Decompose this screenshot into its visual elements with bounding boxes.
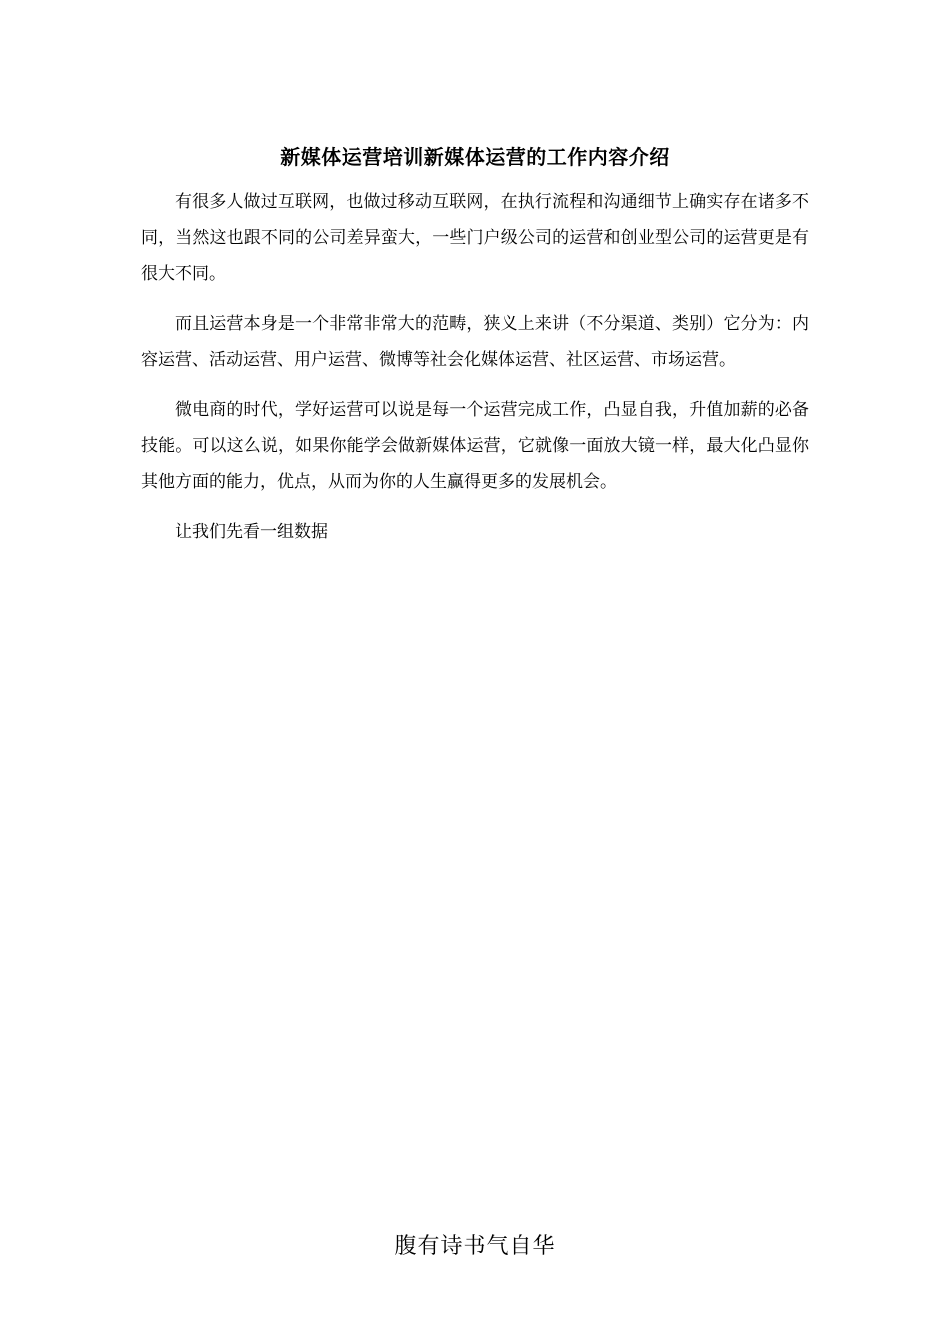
page-footer: 腹有诗书气自华 [394,1234,556,1259]
document-body [141,184,809,564]
paragraph-1: 有很多人做过互联网，也做过移动互联网，在执行流程和沟通细节上确实存在诸多不同，当然这也跟不同的公司差异蛮大，一些门户级公司的运营和创业型公司的运营更是有很大不同。 [141,192,809,284]
paragraph-4: 让我们先看一组数据 [175,522,328,542]
document-title: 新媒体运营培训新媒体运营的工作内容介绍 [280,145,670,169]
paragraph-2: 而且运营本身是一个非常非常大的范畴，狭义上来讲（不分渠道、类别）它分为：内容运营、活动运营、用户运营、微博等社会化媒体运营、社区运营、市场运营。 [141,314,809,370]
paragraph-3: 微电商的时代，学好运营可以说是每一个运营完成工作，凸显自我，升值加薪的必备技能。可以这么说，如果你能学会做新媒体运营，它就像一面放大镜一样，最大化凸显你其他方面的能力，优点，从而为你的人生赢得更多的发展机会。 [141,400,809,492]
